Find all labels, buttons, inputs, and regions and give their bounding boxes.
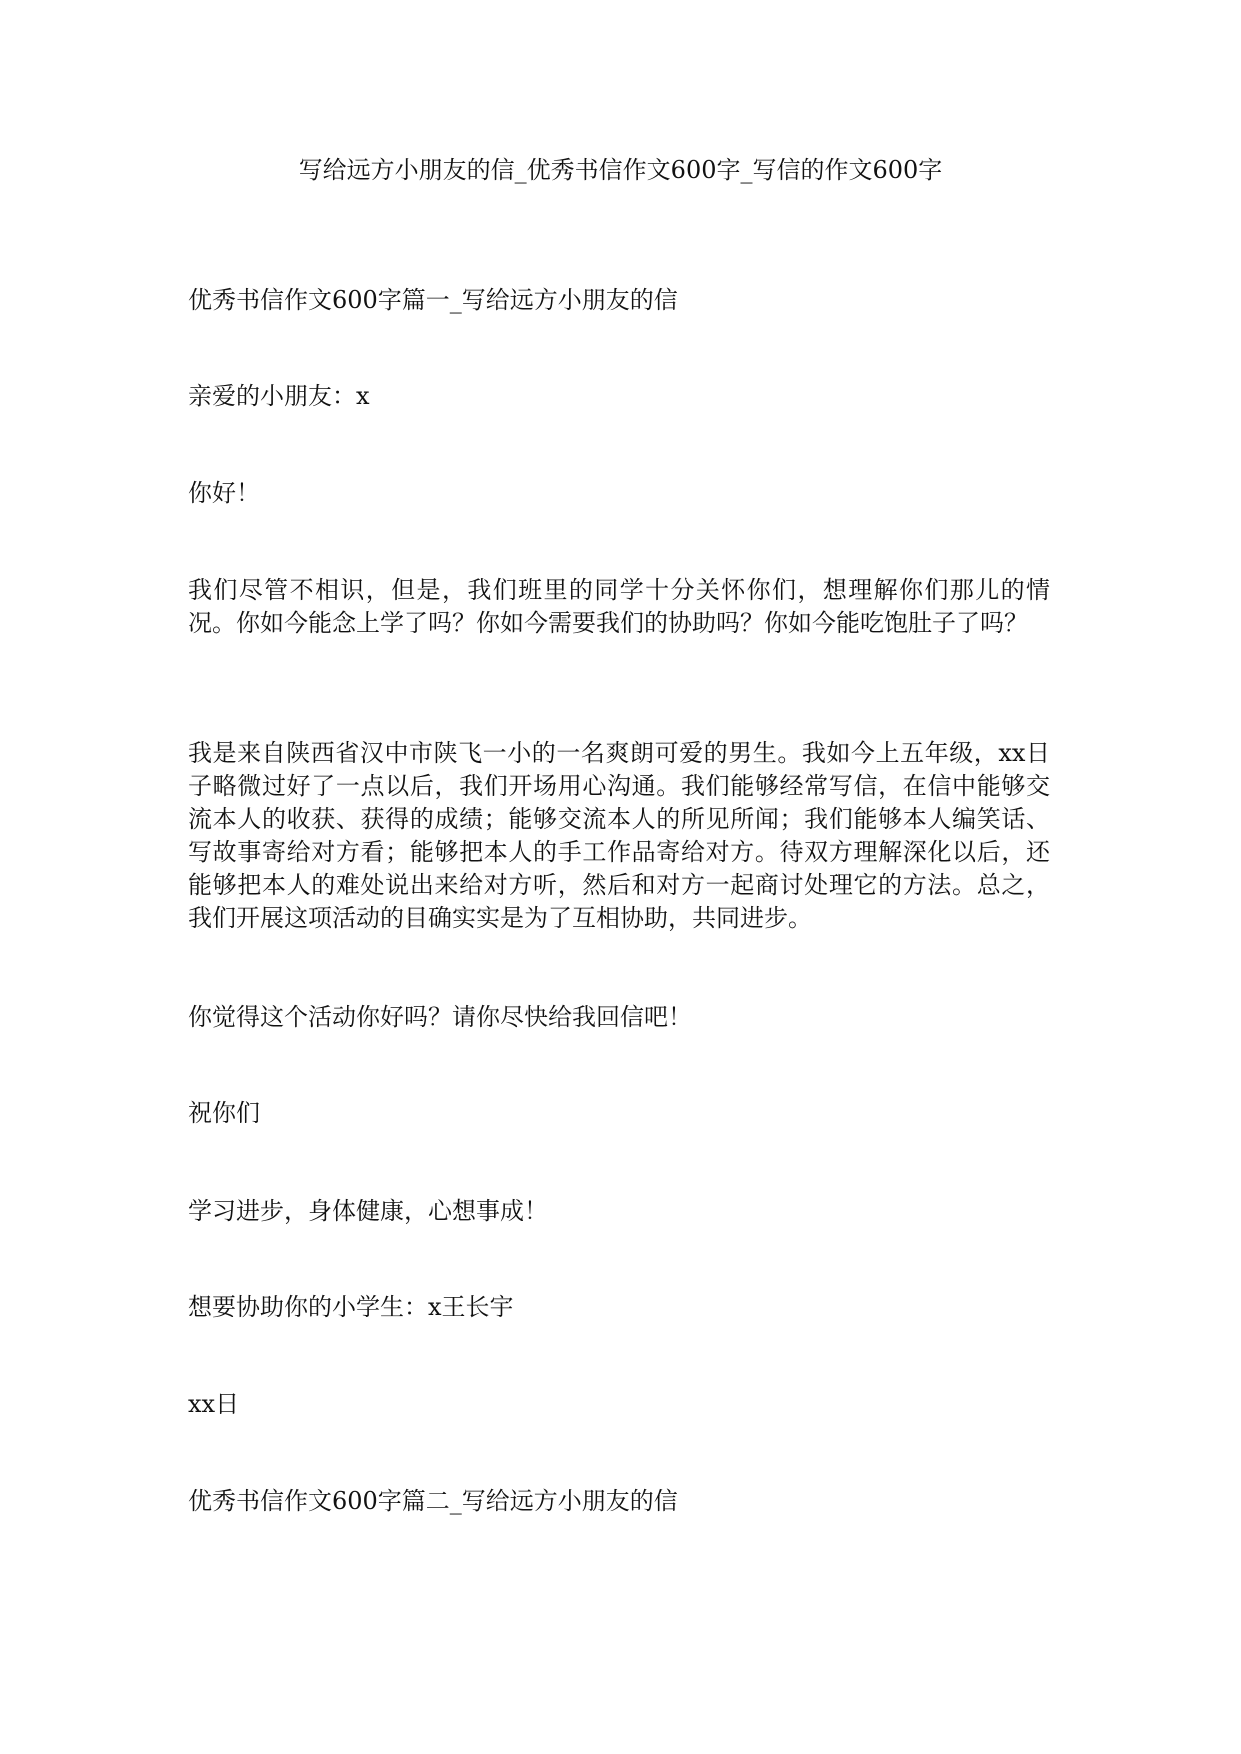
letter-salutation: 你好！ <box>188 479 260 507</box>
letter-body-paragraph-2: 我是来自陕西省汉中市陕飞一小的一名爽朗可爱的男生。我如今上五年级，xx日子略微过好了一点以后，我们开场用心沟通。我们能够经常写信，在信中能够交流本人的收获、获得的成绩；能够交流本人的所见所闻；我们能够本人编笑话、写故事寄给对方看；能够把本人的手工作品寄给对方。待双方理解深化以后，还能够把本人的难处说出来给对方听，然后和对方一起商讨处理它的方法。总之，我们开展这项活动的目确实实是为了互相协助，共同进步。 <box>188 739 1050 932</box>
section-heading-1: 优秀书信作文600字篇一_写给远方小朋友的信 <box>188 286 678 314</box>
letter-closing-wish-2: 学习进步，身体健康，心想事成！ <box>188 1197 548 1225</box>
document-title: 写给远方小朋友的信_优秀书信作文600字_写信的作文600字 <box>298 156 943 184</box>
letter-body-paragraph-3: 你觉得这个活动你好吗？请你尽快给我回信吧！ <box>188 1003 692 1031</box>
letter-closing-wish-1: 祝你们 <box>188 1099 260 1127</box>
letter-body-paragraph-1: 我们尽管不相识，但是，我们班里的同学十分关怀你们，想理解你们那儿的情况。你如今能念上学了吗？你如今需要我们的协助吗？你如今能吃饱肚子了吗？ <box>188 576 1050 637</box>
section-heading-2: 优秀书信作文600字篇二_写给远方小朋友的信 <box>188 1487 678 1515</box>
letter-date: xx日 <box>188 1390 240 1418</box>
letter-signature: 想要协助你的小学生：x王长宇 <box>188 1293 514 1321</box>
letter-greeting: 亲爱的小朋友：x <box>188 382 370 410</box>
